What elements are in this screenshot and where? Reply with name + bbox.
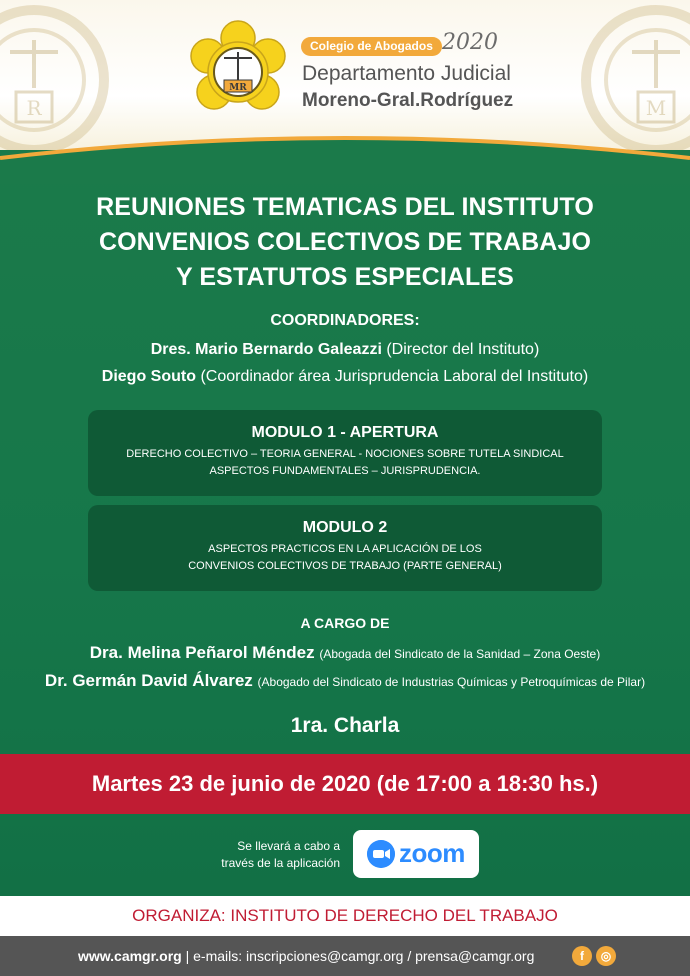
department-name: Departamento Judicial [302,62,511,85]
brand-pill: Colegio de Abogados [301,37,442,56]
coordinator-name: Diego Souto [101,368,196,385]
platform-text [188,838,340,872]
speaker-name: Dra. Melina Peñarol Méndez [89,643,315,662]
zoom-camera-icon [367,840,395,868]
module-title: MODULO 1 - APERTURA [251,424,439,441]
title-line: Y ESTATUTOS ESPECIALES [176,263,514,291]
title-line: REUNIONES TEMATICAS DEL INSTITUTO [96,193,594,221]
college-logo-icon [186,20,290,124]
speaker-line [0,671,690,691]
module-description: ASPECTOS FUNDAMENTALES – JURISPRUDENCIA. [209,465,481,477]
module-title: MODULO 2 [302,519,388,536]
coordinators-heading: COORDINADORES: [270,312,420,329]
session-label: 1ra. Charla [290,714,400,737]
website-link[interactable]: www.camgr.org [78,948,182,964]
brand-year: 2020 [442,30,498,55]
module-card [88,505,602,591]
speaker-name: Dr. Germán David Álvarez [44,671,253,690]
speakers-heading: A CARGO DE [300,615,390,631]
coordinator-line [0,368,690,386]
header-arc [0,128,690,184]
footer [0,936,690,976]
speaker-role: (Abogada del Sindicato de la Sanidad – Zona Oeste) [319,647,601,661]
zoom-badge[interactable] [353,830,479,878]
zoom-wordmark: zoom [399,838,465,868]
coordinator-role: (Director del Instituto) [386,341,540,358]
module-card [88,410,602,496]
logo-letters: MR [229,83,247,93]
event-title [0,190,690,295]
module-description: DERECHO COLECTIVO – TEORIA GENERAL - NOCIONES SOBRE TUTELA SINDICAL [126,448,564,460]
module-description: CONVENIOS COLECTIVOS DE TRABAJO (PARTE GENERAL) [188,560,502,572]
platform-line: través de la aplicación [221,856,340,870]
watermark-letter: M [645,96,667,120]
coordinator-role: (Coordinador área Jurisprudencia Laboral del Instituto) [200,368,589,385]
footer-contact [78,936,534,976]
module-description: ASPECTOS PRACTICOS EN LA APLICACIÓN DE LOS [208,543,482,555]
speaker-role: (Abogado del Sindicato de Industrias Químicas y Petroquímicas de Pilar) [257,675,646,689]
city-name: Moreno-Gral.Rodríguez [302,90,514,111]
organizer-line: ORGANIZA: INSTITUTO DE DERECHO DEL TRABAJO [0,896,690,936]
date-banner: Martes 23 de junio de 2020 (de 17:00 a 18:30 hs.) [0,754,690,814]
coordinator-line [0,341,690,359]
instagram-icon[interactable]: ◎ [596,946,616,966]
coordinator-name: Dres. Mario Bernardo Galeazzi [150,341,382,358]
facebook-icon[interactable]: f [572,946,592,966]
platform-line: Se llevará a cabo a [237,839,340,853]
watermark-letter: R [26,96,42,120]
footer-emails: | e-mails: inscripciones@camgr.org / prensa@camgr.org [181,948,535,964]
speaker-line [0,643,690,663]
title-line: CONVENIOS COLECTIVOS DE TRABAJO [98,228,592,256]
